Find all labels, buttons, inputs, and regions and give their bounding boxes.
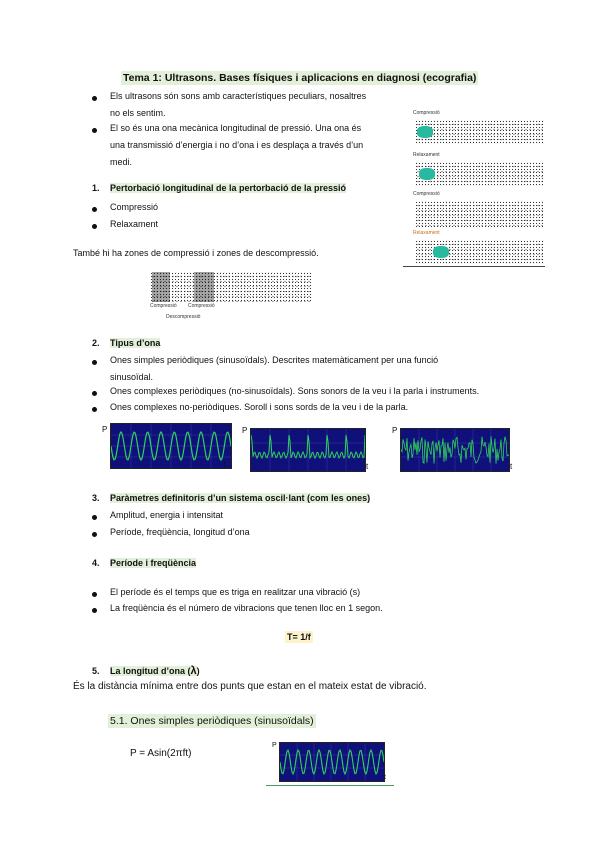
section-title: Paràmetres definitoris d’un sistema oscil·lant (com les ones) [110, 493, 371, 503]
wave-screen [250, 428, 369, 472]
bullet-dot [92, 391, 97, 396]
section-heading [92, 558, 196, 568]
axis-label: P [242, 426, 248, 435]
bullet-dot [92, 96, 97, 101]
intro-text: una transmissió d’energia i no d’ona i es desplaça a través d’un [110, 140, 364, 150]
list-item: Ones complexes periòdiques (no-sinusoïdals). Sons sonors de la veu i la parla i instruments. [110, 386, 480, 396]
dense-zone [194, 272, 214, 302]
figure-rule [403, 266, 545, 267]
figure-rule [266, 785, 394, 786]
section-title-close: ) [196, 666, 200, 676]
list-item: Compressió [110, 202, 159, 212]
list-item: Període, freqüència, longitud d’ona [110, 527, 250, 537]
particle-bar [415, 201, 543, 227]
section-number: 5. [92, 666, 100, 676]
list-item: La freqüència és el número de vibracions que tenen lloc en 1 segon. [110, 603, 383, 613]
wave-panel-noise [392, 424, 516, 472]
section-heading [92, 183, 346, 193]
bullet-dot [92, 608, 97, 613]
complex-periodic-wave [251, 429, 365, 471]
wave-screen [400, 428, 513, 472]
intro-text: El so és una ona mecànica longitudinal de pressió. Una ona és [110, 123, 362, 133]
wave-screen [279, 742, 385, 782]
section-heading [92, 493, 370, 503]
intro-text: Els ultrasons són sons amb característiques peculiars, nosaltres [110, 91, 367, 101]
sine-wave [280, 743, 384, 781]
period-formula: T= 1/f [287, 632, 311, 642]
bullet-dot [92, 515, 97, 520]
bullet-dot [92, 207, 97, 212]
figure-label: Descompressió [166, 314, 201, 320]
figure-label: Relaxament [413, 152, 440, 158]
dense-zone [152, 272, 170, 302]
intro-text: medi. [110, 157, 133, 167]
lambda-symbol: λ [190, 665, 197, 677]
particle-bar [150, 272, 312, 302]
wave-panel-sinusoidal [102, 422, 234, 470]
list-item: Ones complexes no-periòdiques. Soroll i sons sords de la veu i de la parla. [110, 402, 409, 412]
wave-arrow-icon [419, 168, 435, 180]
axis-label: t [510, 462, 513, 471]
figure-label: Compressió [188, 303, 215, 309]
wave-screen [110, 423, 232, 469]
figure-label: Compressió [413, 191, 440, 197]
bullet-dot [92, 224, 97, 229]
figure-label: Compressió [150, 303, 177, 309]
wave-panel-complex-periodic [242, 424, 374, 472]
list-item: sinusoïdal. [110, 372, 154, 382]
subsection-title: 5.1. Ones simples periòdiques (sinusoïdals) [110, 715, 314, 727]
wave-arrow-icon [433, 246, 449, 258]
sine-formula: P = Asin(2πft) [130, 748, 192, 759]
particle-bar [415, 120, 543, 144]
axis-label: P [102, 425, 108, 434]
noise-wave [401, 429, 509, 471]
page-title: Tema 1: Ultrasons. Bases físiques i aplicacions en diagnosi (ecografia) [123, 72, 477, 84]
body-text: També hi ha zones de compressió i zones de descompressió. [73, 248, 319, 258]
bullet-dot [92, 592, 97, 597]
section-title: Període i freqüència [110, 558, 197, 568]
axis-label: P [272, 742, 277, 749]
section-title: Tipus d’ona [110, 338, 161, 348]
section-heading [92, 338, 160, 348]
list-item: Ones simples periòdiques (sinusoïdals). Descrites matemàticament per una funció [110, 355, 439, 365]
body-text: És la distància mínima entre dos punts que estan en el mateix estat de vibració. [73, 681, 427, 692]
axis-label: P [392, 426, 398, 435]
list-item: El període és el temps que es triga en realitzar una vibració (s) [110, 587, 361, 597]
list-item: Relaxament [110, 219, 159, 229]
axis-label: t [366, 462, 369, 471]
intro-text: no els sentim. [110, 108, 166, 118]
wave-panel-simple [266, 742, 396, 790]
bullet-dot [92, 532, 97, 537]
section-heading [92, 665, 200, 677]
bullet-dot [92, 360, 97, 365]
bullet-dot [92, 407, 97, 412]
wave-arrow-icon [417, 126, 433, 138]
axis-label: t [224, 460, 227, 469]
figure-label: Relaxament [413, 230, 440, 236]
compression-figure [405, 108, 545, 268]
axis-label: t [384, 774, 386, 781]
section-number: 3. [92, 493, 100, 503]
compression-diagram [150, 272, 312, 324]
section-number: 2. [92, 338, 100, 348]
section-number: 4. [92, 558, 100, 568]
figure-label: Compressió [413, 110, 440, 116]
section-number: 1. [92, 183, 100, 193]
list-item: Amplitud, energia i intensitat [110, 510, 224, 520]
sine-wave [111, 424, 231, 468]
section-title: La longitud d’ona ( [110, 666, 191, 676]
bullet-dot [92, 128, 97, 133]
section-title: Pertorbació longitudinal de la pertorbació de la pressió [110, 183, 347, 193]
